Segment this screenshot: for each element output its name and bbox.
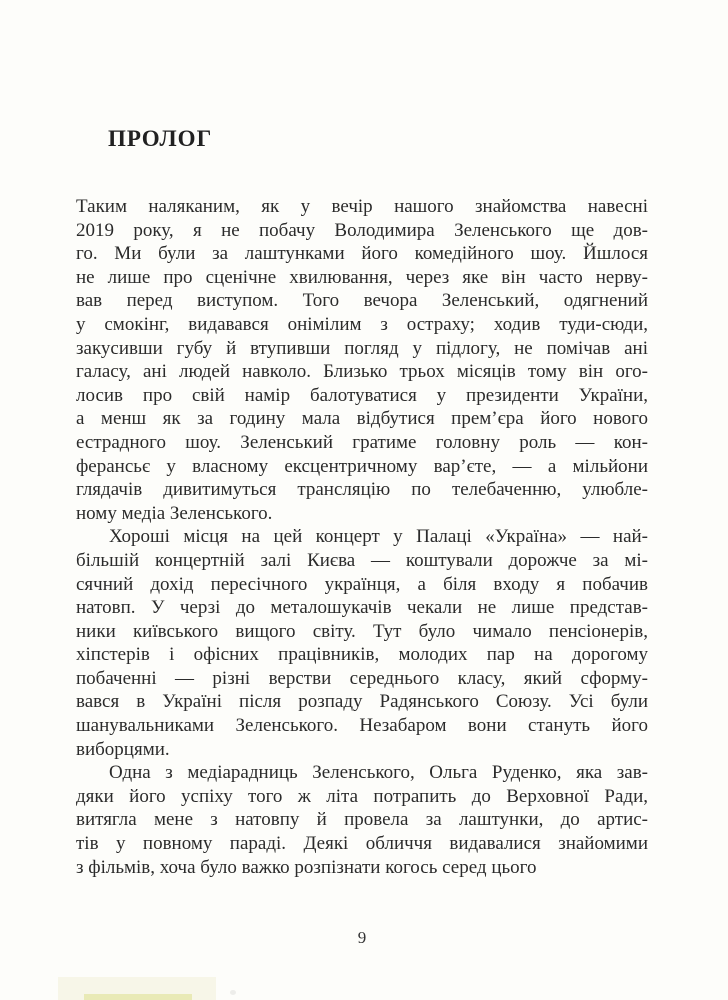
text-line: тів у повному параді. Деякі обличчя видавалися знайомими — [76, 833, 648, 855]
chapter-heading: ПРОЛОГ — [108, 126, 213, 151]
paragraph — [76, 761, 648, 879]
text-line: а менш як за годину мала відбутися прем’єра його нового — [76, 408, 648, 430]
text-line: сячний дохід пересічного українця, а біля входу я побачив — [76, 573, 648, 595]
text-line: го. Ми були за лаштунками його комедійного шоу. Йшлося — [76, 243, 648, 265]
page-number: 9 — [357, 928, 367, 947]
text-line: натовп. У черзі до металошукачів чекали не лише представ- — [76, 597, 648, 619]
paragraph — [76, 525, 648, 761]
text-line: ному медіа Зеленського. — [76, 502, 273, 524]
text-line: естрадного шоу. Зеленський гратиме головну роль — кон- — [76, 431, 648, 453]
text-block — [76, 195, 648, 879]
text-line: хіпстерів і офісних працівників, молодих пар на дорогому — [76, 644, 648, 666]
text-line: шанувальниками Зеленського. Незабаром вони стануть його — [76, 715, 648, 737]
text-line: дяки його успіху того ж літа потрапить до Верховної Ради, — [76, 785, 648, 807]
text-line: Хороші місця на цей концерт у Палаці «Україна» — най- — [109, 526, 648, 548]
text-line: виборцями. — [76, 738, 170, 760]
text-line: глядачів дивитимуться трансляцію по телебаченню, улюбле- — [76, 479, 648, 501]
text-line: вав перед виступом. Того вечора Зеленський, одягнений — [76, 290, 648, 312]
paragraph — [76, 195, 648, 525]
scan-speck — [230, 990, 236, 995]
text-line: закусивши губу й втупивши погляд у підлогу, не помічав ані — [76, 337, 648, 359]
text-line: ники київського вищого світу. Тут було чимало пенсіонерів, — [76, 620, 648, 642]
text-line: Одна з медіарадниць Зеленського, Ольга Руденко, яка зав- — [109, 762, 648, 784]
text-line: вався в Україні після розпаду Радянського Союзу. Усі були — [76, 691, 648, 713]
text-line: 2019 року, я не побачу Володимира Зеленського ще дов- — [76, 219, 648, 241]
highlight-mark — [84, 994, 192, 1000]
text-line: ферансьє у власному ексцентричному вар’єте, — а мільйони — [76, 455, 648, 477]
text-line: галасу, ані людей навколо. Близько трьох місяців тому він ого- — [76, 361, 648, 383]
text-line: не лише про сценічне хвилювання, через яке він часто нерву- — [76, 266, 648, 288]
text-line: у смокінг, видавався онімілим з остраху; ходив туди-сюди, — [76, 313, 648, 335]
text-line: витягла мене з натовпу й провела за лаштунки, до артис- — [76, 809, 648, 831]
text-line: побаченні — різні верстви середнього класу, який сформу- — [76, 667, 648, 689]
text-line: більшій концертній залі Києва — коштували дорожче за мі- — [76, 549, 648, 571]
text-line: Таким наляканим, як у вечір нашого знайомства навесні — [76, 196, 648, 217]
text-line: лосив про свій намір балотуватися у президенти України, — [76, 384, 648, 406]
text-line: з фільмів, хоча було важко розпізнати когось серед цього — [76, 856, 537, 878]
